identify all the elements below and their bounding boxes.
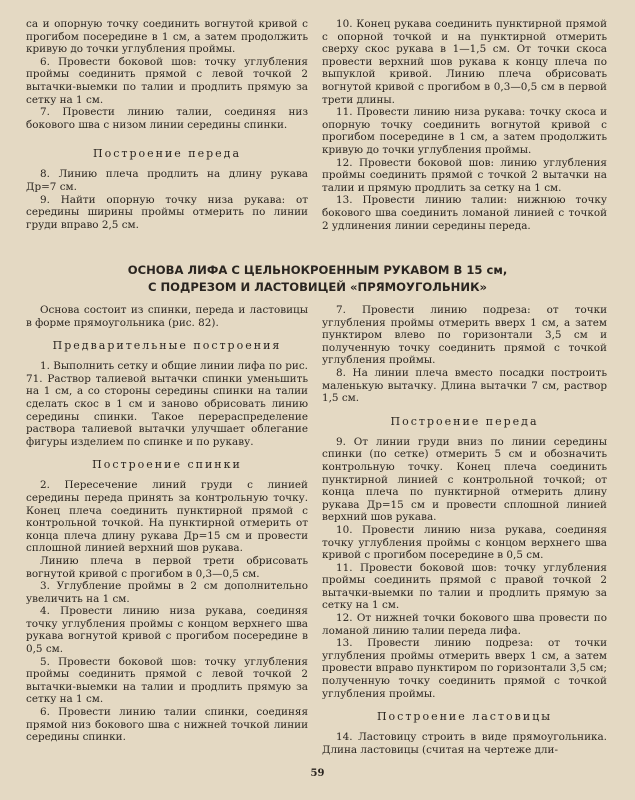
paragraph: 2. Пересечение линий груди с линией середины переда принять за контрольную точку. Конец плеча соединить пунктирной прямой с контрольной точкой. На пунктирной отмерить от конца плеча длину рукава Др=15 см и провести сплошной линией верхний шов рукава. xyxy=(26,479,308,555)
section-heading: Построение переда xyxy=(92,147,242,161)
section-heading: Построение ластовицы xyxy=(376,710,553,724)
paragraph: са и опорную точку соединить вогнутой кривой с прогибом посередине в 1 см, а затем продолжить кривую до точки углубления проймы. xyxy=(26,18,308,56)
page-number: 59 xyxy=(310,768,325,779)
paragraph: 13. Провести линию подреза: от точки углубления проймы отмерить вверх 1 см, а затем провести вправо пунктиром по горизонтали 3,5 см; полученную точку соединить прямой с точкой углубления проймы. xyxy=(322,637,607,700)
paragraph: 14. Ластовицу строить в виде прямоугольника. Длина ластовицы (считая на чертеже дли- xyxy=(322,731,607,756)
paragraph: 9. Найти опорную точку низа рукава: от середины ширины проймы отмерить по линии груди вправо 2,5 см. xyxy=(26,193,308,231)
paragraph: 11. Провести боковой шов: точку углубления проймы соединить прямой с правой точкой 2 вытачки-выемки по талии и продлить прямую за сетку на 1 см. xyxy=(322,561,607,612)
column-right-bottom xyxy=(322,304,607,756)
paragraph: 10. Провести линию низа рукава, соединяя точку углубления проймы с концом верхнего шва кривой с прогибом посередине в 0,5 см. xyxy=(322,523,607,562)
section-title-line-1: ОСНОВА ЛИФА С ЦЕЛЬНОКРОЕННЫМ РУКАВОМ В 15 см, xyxy=(127,263,508,277)
section-title xyxy=(40,262,595,296)
paragraph: 6. Провести линию талии спинки, соединяя прямой низ бокового шва с нижней точкой линии середины спинки. xyxy=(26,706,308,744)
paragraph: 8. На линии плеча вместо посадки построить маленькую вытачку. Длина вытачки 7 см, раствор 1,5 см. xyxy=(322,366,607,405)
paragraph: 13. Провести линию талии: нижнюю точку бокового шва соединить ломаной линией с точкой 2 удлинения линии середины переда. xyxy=(322,194,607,232)
paragraph: 7. Провести линию талии, соединяя низ бокового шва с низом линии середины спинки. xyxy=(26,106,308,131)
section-heading: Построение переда xyxy=(390,414,539,428)
paragraph: Линию плеча в первой трети обрисовать вогнутой кривой с прогибом в 0,3—0,5 см. xyxy=(26,554,308,580)
intro-paragraph: Основа состоит из спинки, переда и ластовицы в форме прямоугольника (рис. 82). xyxy=(26,304,308,329)
paragraph: 10. Конец рукава соединить пунктирной прямой с опорной точкой и на пунктирной отмерить сверху скос рукава в 1—1,5 см. От точки скоса провести верхний шов рукава к концу плеча по выпуклой кривой. Линию плеча обрисовать вогнутой кривой с прогибом в 0,3—0,5 см в первой трети длины. xyxy=(322,18,607,106)
section-heading: Построение спинки xyxy=(92,458,242,472)
paragraph: 1. Выполнить сетку и общие линии лифа по рис. 71. Раствор талиевой вытачки спинки уменьшить на 1 см, а со стороны середины спинки на талии сделать скос в 1 см и заново обрисовать линию середины спинки. Такое перераспределение раствора талиевой вытачки улучшает облегание фигуры изделием по спинке и по рукаву. xyxy=(26,360,308,448)
column-left-bottom xyxy=(26,304,308,744)
paragraph: 6. Провести боковой шов: точку углубления проймы соединить прямой с левой точкой 2 вытачки-выемки по талии и продлить прямую за сетку на 1 см. xyxy=(26,55,308,106)
paragraph: 11. Провести линию низа рукава: точку скоса и опорную точку соединить вогнутой кривой с прогибом посередине в 1 см, а затем продолжить кривую до точки углубления проймы. xyxy=(322,106,607,156)
paragraph: 12. От нижней точки бокового шва провести по ломаной линию талии переда лифа. xyxy=(322,612,607,637)
paragraph: 7. Провести линию подреза: от точки углубления проймы отмерить вверх 1 см, а затем пунктиром влево по горизонтали 3,5 см и полученную точку соединить прямой с точкой углубления проймы. xyxy=(322,304,607,367)
section-heading: Предварительные построения xyxy=(52,339,282,353)
column-right-top xyxy=(322,18,607,232)
paragraph: 5. Провести боковой шов: точку углубления проймы соединить прямой с левой точкой 2 вытачки-выемки на талии и продлить прямую за сетку на 1 см. xyxy=(26,655,308,706)
section-title-line-2: С ПОДРЕЗОМ И ЛАСТОВИЦЕЙ «ПРЯМОУГОЛЬНИК» xyxy=(147,280,488,294)
paragraph: 3. Углубление проймы в 2 см дополнительно увеличить на 1 см. xyxy=(26,580,308,605)
paragraph: 4. Провести линию низа рукава, соединяя точку углубления проймы с концом верхнего шва рукава вогнутой кривой с прогибом посередине в 0,5 см. xyxy=(26,605,308,656)
paragraph: 8. Линию плеча продлить на длину рукава Др=7 см. xyxy=(26,168,308,193)
paragraph: 9. От линии груди вниз по линии середины спинки (по сетке) отмерить 5 см и обозначить контрольную точку. Конец плеча соединить пунктирной линией с контрольной точкой; от конца плеча по пунктирной отмерить длину рукава Др=15 см и провести сплошной линией верхний шов рукава. xyxy=(322,435,607,524)
column-left-top xyxy=(26,18,308,231)
paragraph: 12. Провести боковой шов: линию углубления проймы соединить прямой с точкой 2 вытачки на талии и прямую продлить за сетку на 1 см. xyxy=(322,156,607,194)
